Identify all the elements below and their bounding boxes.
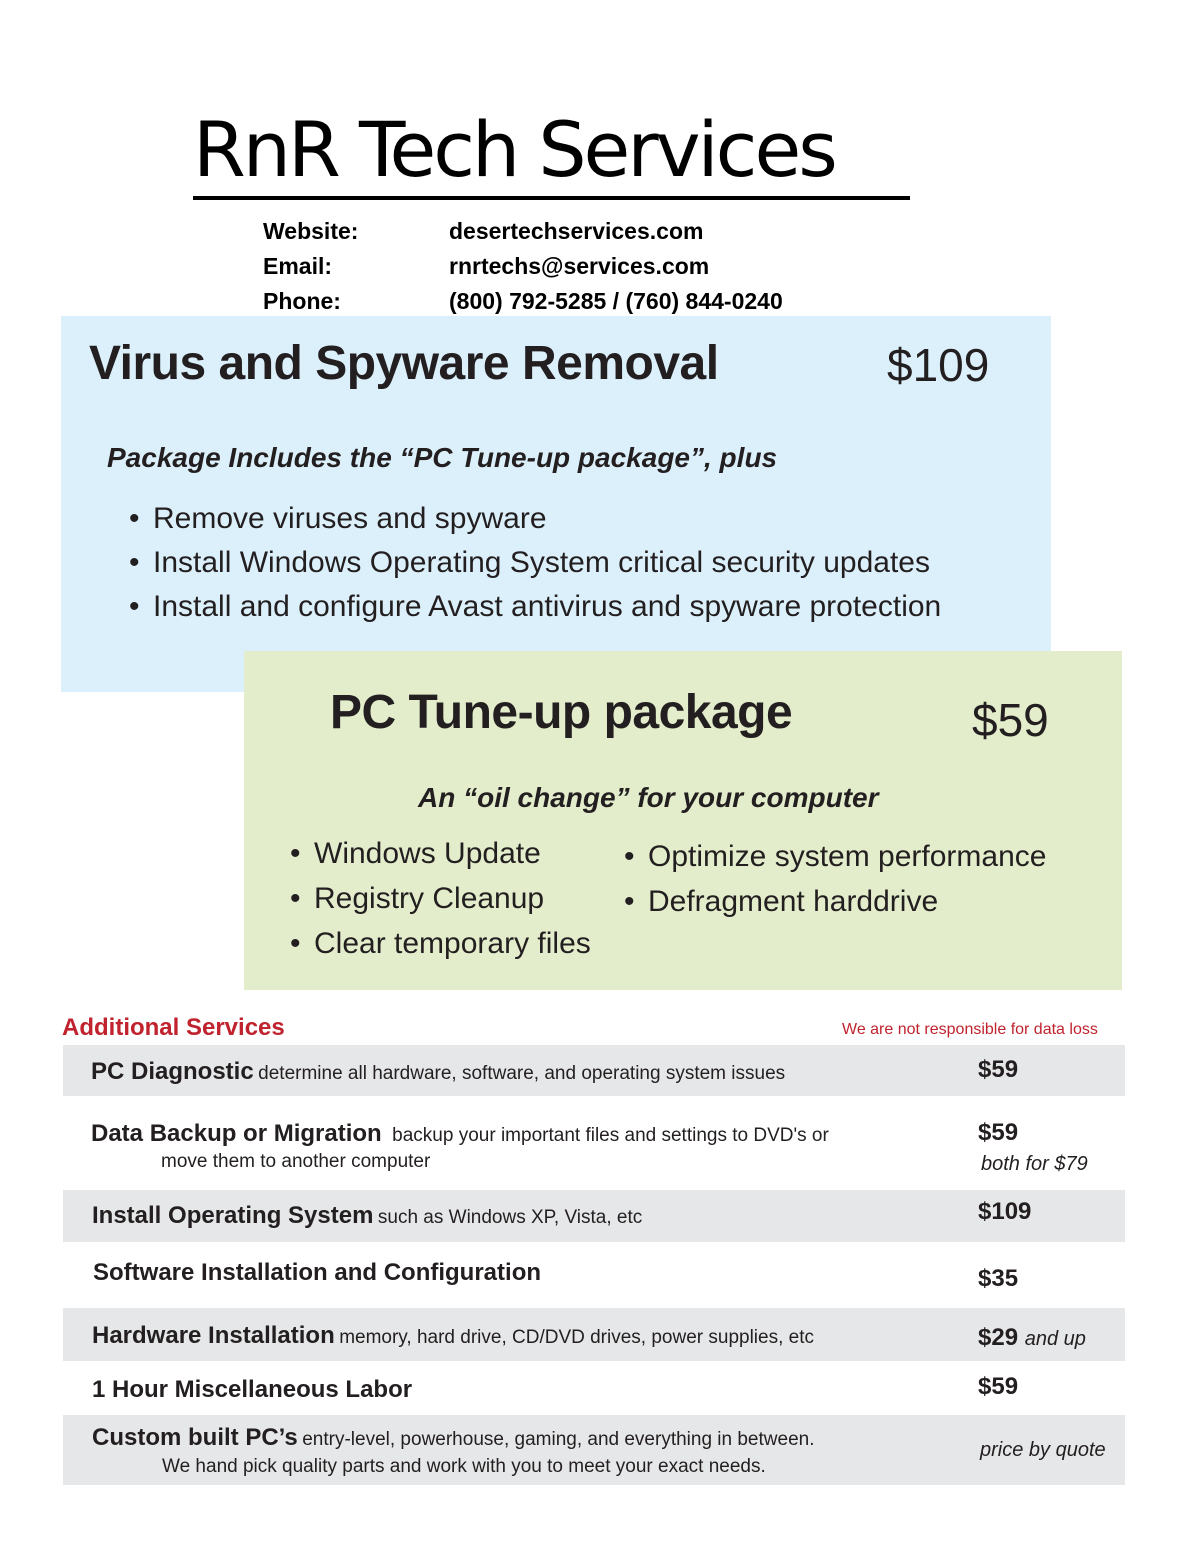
data-loss-disclaimer: We are not responsible for data loss bbox=[842, 1021, 1098, 1038]
service-name: Install Operating System bbox=[92, 1202, 374, 1229]
virus-item: • Install Windows Operating System critical security updates bbox=[129, 546, 930, 580]
page-title: RnR Tech Services bbox=[193, 105, 835, 194]
virus-item: • Remove viruses and spyware bbox=[129, 502, 547, 536]
contact-label: Phone: bbox=[263, 288, 341, 314]
service-row-hardware-installation bbox=[63, 1308, 1125, 1361]
tuneup-package-panel bbox=[244, 651, 1122, 990]
tuneup-item: • Registry Cleanup bbox=[290, 882, 544, 916]
tuneup-package-subtitle: An “oil change” for your computer bbox=[418, 782, 879, 813]
service-line bbox=[92, 1376, 412, 1404]
service-price: $35 bbox=[978, 1265, 1019, 1292]
service-price: $59 bbox=[978, 1056, 1019, 1083]
service-line bbox=[92, 1202, 642, 1230]
virus-package-title: Virus and Spyware Removal bbox=[89, 337, 719, 390]
service-price-note: price by quote bbox=[980, 1439, 1106, 1461]
service-name: Custom built PC’s bbox=[92, 1424, 298, 1451]
tuneup-package-title: PC Tune-up package bbox=[330, 686, 793, 739]
contact-label: Website: bbox=[263, 218, 359, 244]
service-name: Hardware Installation bbox=[92, 1322, 335, 1349]
contact-website bbox=[263, 217, 704, 245]
service-row-pc-diagnostic bbox=[63, 1045, 1125, 1096]
contact-email bbox=[263, 252, 710, 280]
service-name: Data Backup or Migration bbox=[91, 1120, 382, 1147]
service-price-note: both for $79 bbox=[981, 1153, 1088, 1175]
email-link[interactable]: rnrtechs@services.com bbox=[449, 253, 710, 279]
service-description: entry-level, powerhouse, gaming, and everything in between. bbox=[302, 1429, 815, 1450]
service-row-install-os bbox=[63, 1190, 1125, 1242]
service-line bbox=[91, 1120, 829, 1148]
tuneup-item: • Clear temporary files bbox=[290, 927, 591, 961]
service-price: $59 bbox=[978, 1373, 1019, 1400]
service-name: 1 Hour Miscellaneous Labor bbox=[92, 1376, 413, 1403]
virus-package-price: $109 bbox=[887, 339, 990, 391]
service-line bbox=[91, 1058, 785, 1086]
virus-item: • Install and configure Avast antivirus and spyware protection bbox=[129, 590, 941, 624]
virus-package-subtitle: Package Includes the “PC Tune-up package”, plus bbox=[107, 442, 778, 473]
service-name: PC Diagnostic bbox=[91, 1058, 254, 1085]
website-link[interactable]: desertechservices.com bbox=[449, 218, 704, 244]
service-row-misc-labor bbox=[63, 1366, 1125, 1414]
service-price: $59 bbox=[978, 1119, 1019, 1146]
service-line bbox=[93, 1259, 541, 1287]
tuneup-item: • Windows Update bbox=[290, 837, 541, 871]
service-description: such as Windows XP, Vista, etc bbox=[377, 1207, 643, 1228]
phone-number: (800) 792-5285 / (760) 844-0240 bbox=[449, 288, 783, 314]
service-row-custom-pcs bbox=[63, 1415, 1125, 1485]
service-description: memory, hard drive, CD/DVD drives, power supplies, etc bbox=[339, 1327, 814, 1348]
service-description: backup your important files and settings to DVD's or bbox=[392, 1125, 829, 1146]
tuneup-item: • Optimize system performance bbox=[624, 840, 1046, 874]
service-name: Software Installation and Configuration bbox=[93, 1259, 542, 1286]
additional-services-heading: Additional Services bbox=[62, 1014, 285, 1041]
service-row-software-installation bbox=[63, 1250, 1125, 1302]
service-row-data-backup bbox=[63, 1110, 1125, 1182]
contact-phone bbox=[263, 287, 783, 315]
service-price-line bbox=[978, 1324, 1086, 1352]
service-description-cont: We hand pick quality parts and work with you to meet your exact needs. bbox=[162, 1456, 766, 1477]
service-line bbox=[92, 1424, 814, 1452]
contact-label: Email: bbox=[263, 253, 333, 279]
service-price-suffix: and up bbox=[1024, 1328, 1086, 1350]
service-line bbox=[92, 1322, 814, 1350]
title-underline bbox=[193, 196, 910, 200]
service-description: determine all hardware, software, and operating system issues bbox=[258, 1063, 786, 1084]
tuneup-package-price: $59 bbox=[972, 694, 1049, 746]
service-price: $109 bbox=[978, 1198, 1032, 1225]
service-price: $29 bbox=[978, 1324, 1019, 1351]
tuneup-item: • Defragment harddrive bbox=[624, 885, 938, 919]
virus-package-panel bbox=[61, 316, 1051, 692]
service-description-cont: move them to another computer bbox=[161, 1151, 431, 1172]
